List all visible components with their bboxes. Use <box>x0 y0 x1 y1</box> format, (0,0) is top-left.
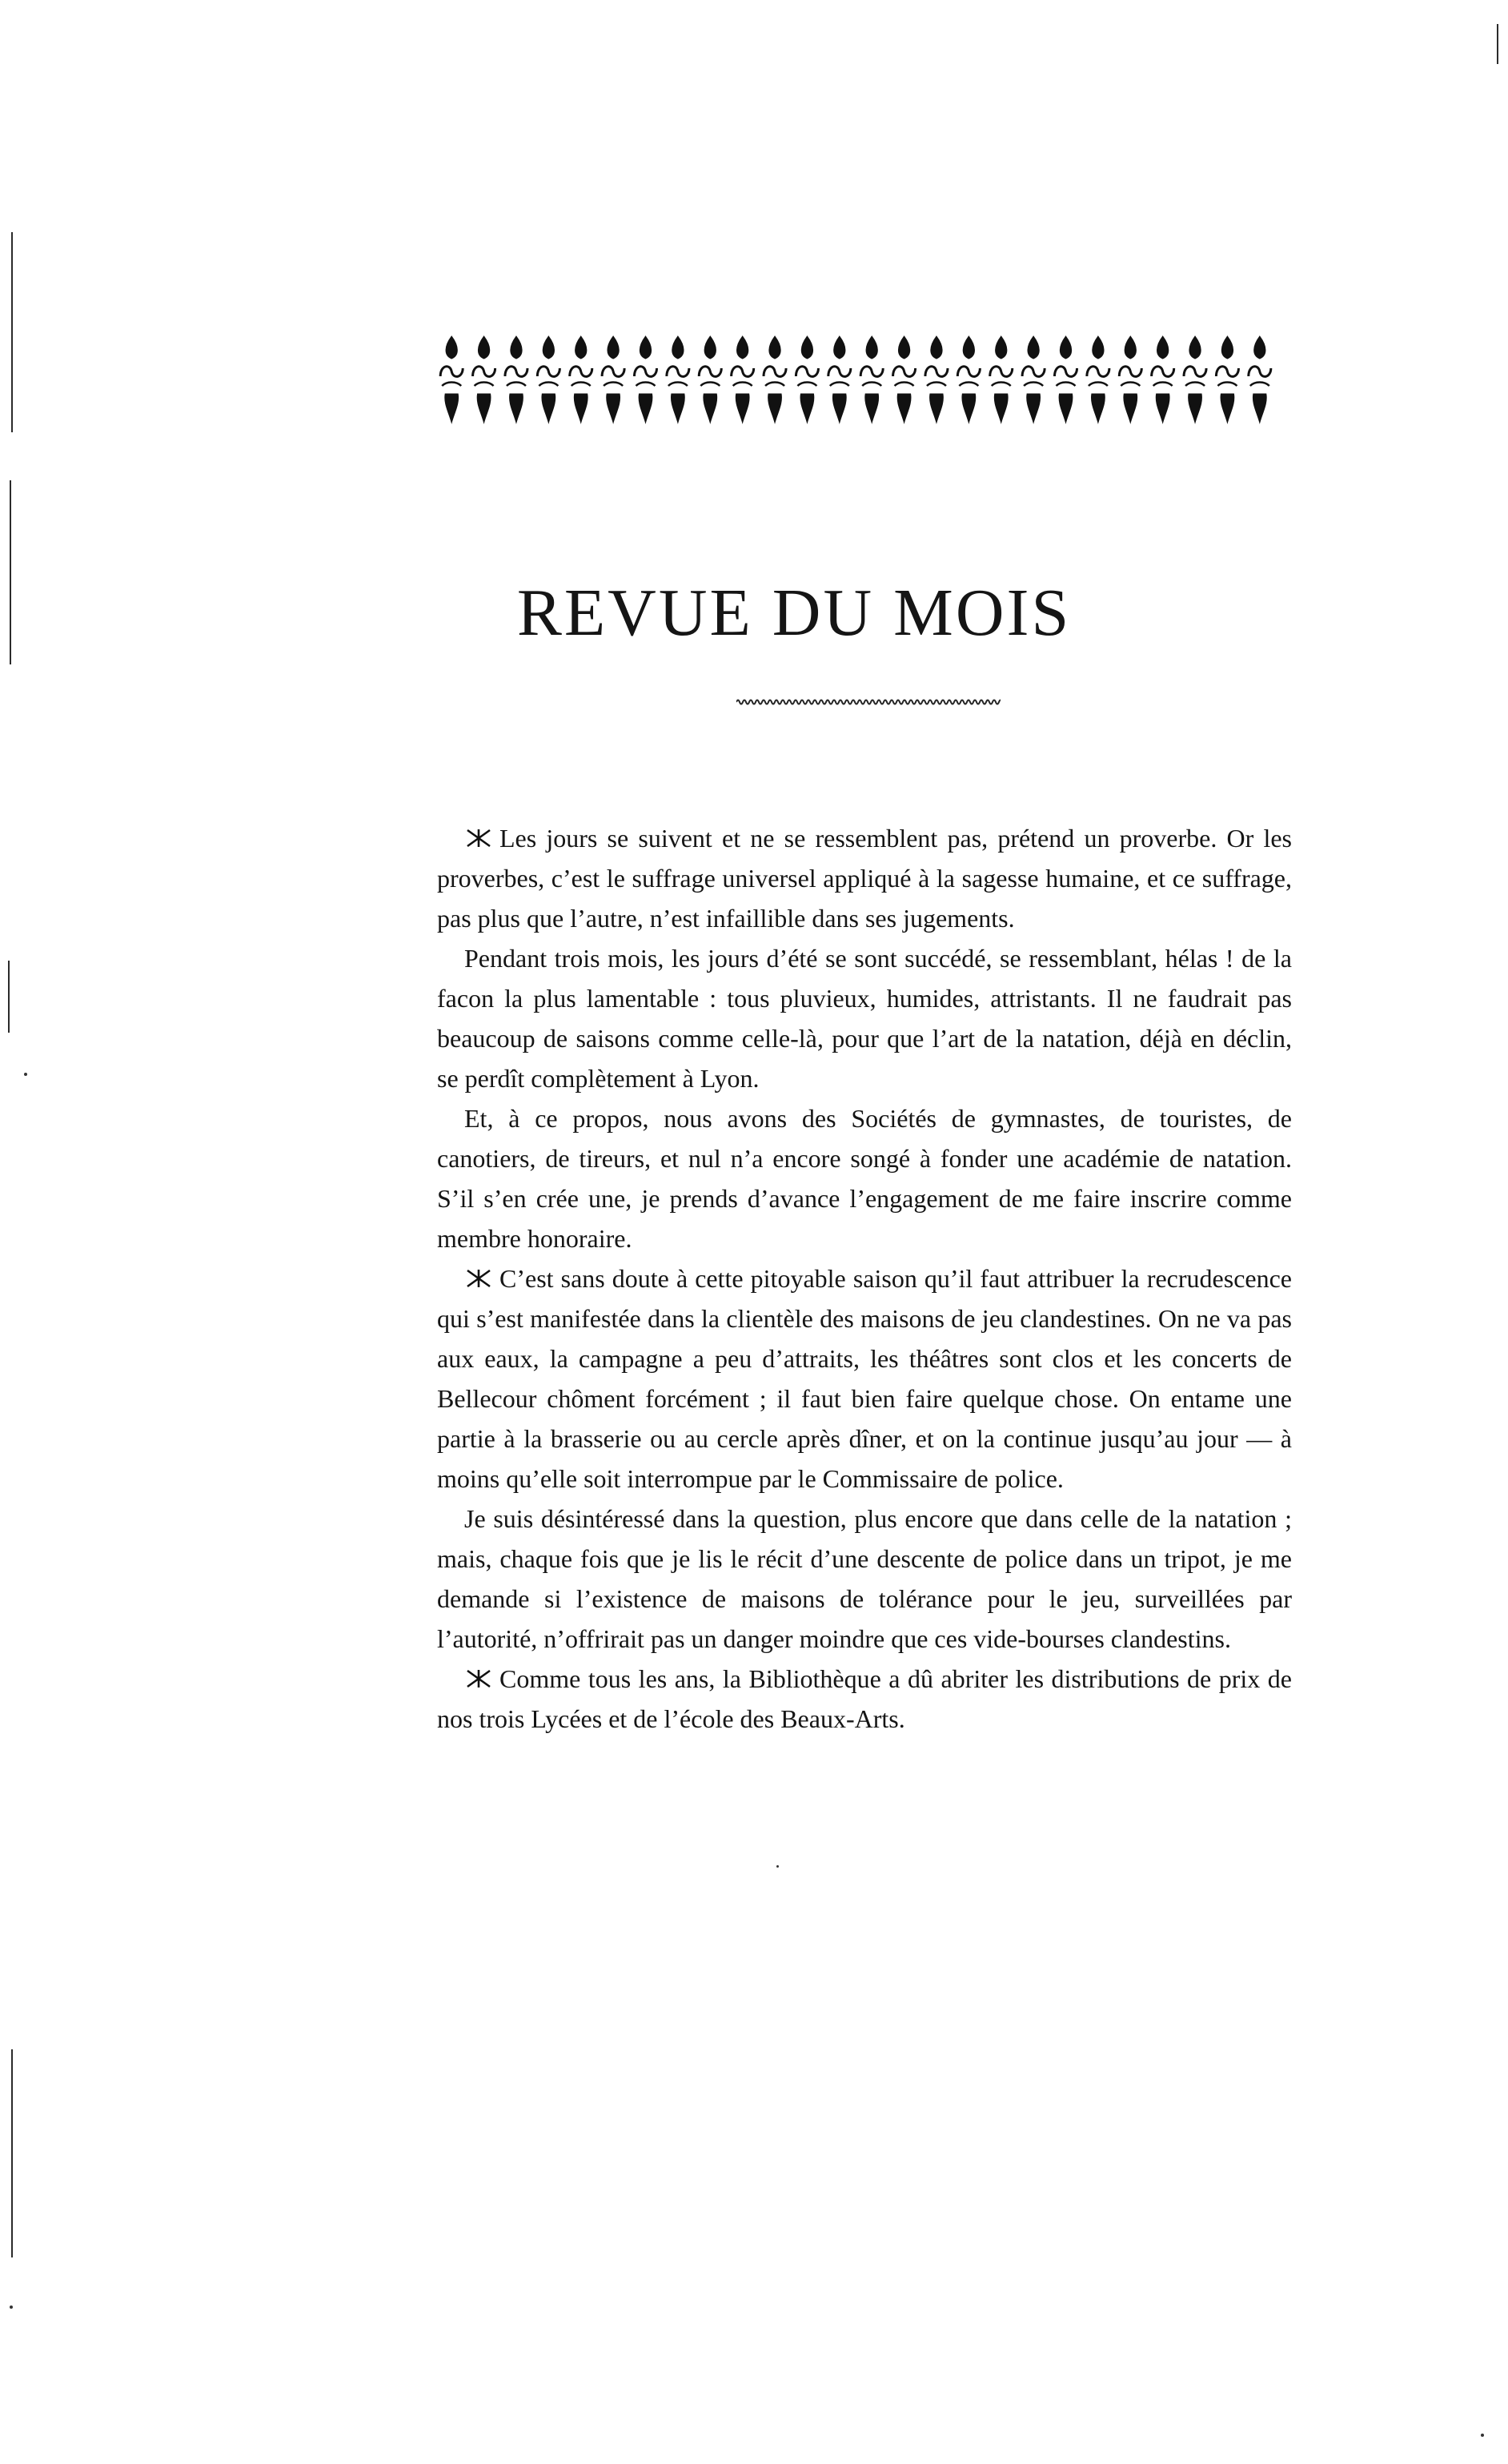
fleuron-icon <box>570 336 592 423</box>
asterism-icon <box>464 828 493 849</box>
fleuron-icon <box>505 336 527 423</box>
paragraph-text: C’est sans doute à cette pitoyable saison qu’il faut attribuer la recrudescence qui s’est manifestée dans la clientèle des maisons de jeu clandestines. On ne va pas aux eaux, la campagne a peu d’attraits, les théâtres sont clos et les concerts de Bellecour chôment forcément ; il faut bien faire quelque chose. On entame une partie à la brasserie ou au cercle après dîner, et on la continue jusqu’au jour — à moins qu’elle soit interrompue par le Commissaire de police. <box>437 1264 1292 1493</box>
scan-edge-line <box>8 961 10 1033</box>
paragraph <box>437 1098 1292 1258</box>
page-title: REVUE DU MOIS <box>516 576 1072 650</box>
paragraph-text: Je suis désintéressé dans la question, plus encore que dans celle de la natation ; mais, chaque fois que je lis le récit d’une descente de police dans un tripot, je me demande si l’existence de maisons de tolérance pour le jeu, surveillées par l’autorité, n’offrirait pas un danger moindre que ces vide-bourses clandestins. <box>437 1504 1292 1653</box>
scan-speck <box>10 2305 13 2309</box>
paragraph <box>437 1499 1292 1659</box>
paragraph <box>437 1659 1292 1739</box>
scan-speck <box>24 1073 27 1076</box>
scan-speck <box>776 1865 779 1868</box>
fleuron-icon <box>699 336 721 423</box>
fleuron-icon <box>957 336 980 423</box>
paragraph <box>437 938 1292 1098</box>
fleuron-icon <box>440 336 463 423</box>
fleuron-icon <box>635 336 657 423</box>
fleuron-icon <box>796 336 818 423</box>
article-body <box>437 818 1292 1739</box>
asterism-icon <box>464 1268 493 1289</box>
paragraph-text: Et, à ce propos, nous avons des Sociétés de gymnastes, de touristes, de canotiers, de tireurs, et nul n’a encore songé à fonder une académie de natation. S’il s’en crée une, je prends d’avance l’engagement de me faire inscrire comme membre honoraire. <box>437 1104 1292 1253</box>
wavy-rule <box>736 696 1001 708</box>
fleuron-icon <box>1152 336 1174 423</box>
scan-edge-line <box>11 2049 13 2257</box>
fleuron-icon <box>732 336 754 423</box>
paragraph <box>437 1258 1292 1499</box>
fleuron-icon <box>1184 336 1206 423</box>
paragraph-text: Comme tous les ans, la Bibliothèque a dû abriter les distributions de prix de nos trois Lycées et de l’école des Beaux-Arts. <box>437 1664 1292 1733</box>
fleuron-icon <box>537 336 559 423</box>
paragraph-text: Pendant trois mois, les jours d’été se sont succédé, se ressemblant, hélas ! de la facon la plus lamentable : tous pluvieux, humides, attristants. Il ne faudrait pas beaucoup de saisons comme celle-là, pour que l’art de la natation, déjà en déclin, se perdît complètement à Lyon. <box>437 944 1292 1093</box>
scan-edge-line <box>1497 24 1498 64</box>
ornament-band <box>435 335 1276 424</box>
fleuron-icon <box>1087 336 1109 423</box>
scan-edge-line <box>11 232 13 432</box>
fleuron-icon <box>860 336 883 423</box>
fleuron-icon <box>473 336 495 423</box>
fleuron-icon <box>602 336 624 423</box>
fleuron-icon <box>925 336 948 423</box>
fleuron-icon <box>667 336 689 423</box>
asterism-icon <box>464 1668 493 1689</box>
scan-speck <box>1481 2434 1484 2437</box>
fleuron-icon <box>828 336 851 423</box>
paragraph <box>437 818 1292 938</box>
fleuron-icon <box>990 336 1013 423</box>
paragraph-text: Les jours se suivent et ne se ressemblent pas, prétend un proverbe. Or les proverbes, c’est le suffrage universel appliqué à la sagesse humaine, et ce suffrage, pas plus que l’autre, n’est infaillible dans ses jugements. <box>437 824 1292 933</box>
fleuron-band-icon <box>435 335 1276 424</box>
fleuron-icon <box>893 336 916 423</box>
fleuron-icon <box>1055 336 1077 423</box>
fleuron-icon <box>1216 336 1238 423</box>
fleuron-icon <box>1022 336 1045 423</box>
fleuron-icon <box>1119 336 1141 423</box>
fleuron-icon <box>764 336 786 423</box>
fleuron-icon <box>1249 336 1271 423</box>
